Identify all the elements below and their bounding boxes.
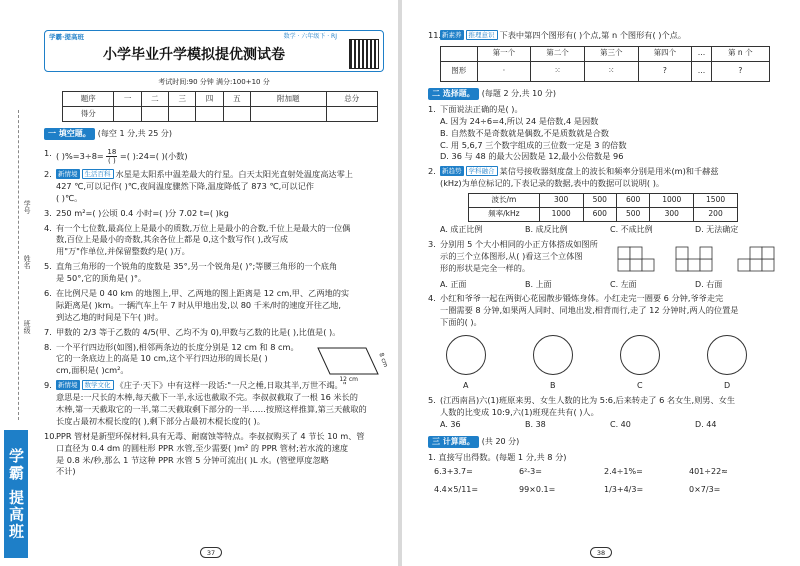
option[interactable]: C	[637, 381, 643, 391]
option[interactable]: B	[550, 381, 556, 391]
option[interactable]: A. 36	[440, 419, 461, 429]
score-header-cell: 附加题	[250, 92, 326, 107]
score-cell[interactable]	[326, 107, 377, 122]
brand-label: 学霸·提高班	[49, 33, 84, 41]
header-box	[44, 30, 384, 72]
section-note: (共 20 分)	[481, 436, 520, 446]
section-label: 一 填空题。	[44, 128, 95, 140]
section-note: (每题 2 分,共 10 分)	[481, 88, 557, 98]
calc-item[interactable]: 4.4×5/11=	[434, 484, 479, 494]
calc-item[interactable]: 1/3+4/3=	[604, 484, 644, 494]
c5-options	[440, 419, 784, 431]
tag-new-trend: 新趋势	[442, 167, 462, 176]
left-content	[44, 128, 390, 478]
score-header-cell: 三	[169, 92, 196, 107]
calc-item[interactable]: 2.4÷1%=	[604, 466, 643, 476]
score-header-cell: 五	[223, 92, 250, 107]
pattern-cell: …	[692, 61, 711, 81]
calc-item[interactable]: 99×0.1=	[519, 484, 556, 494]
option[interactable]: D	[724, 381, 731, 391]
question-8: 8. 一个平行四边形(如图),相邻两条边的长度分别是 12 cm 和 8 cm。 它的一条底边上的高是 10 cm,这个平行四边形的周长是( ) cm,面积是( )cm²。 12 cm 8 cm	[44, 341, 390, 383]
side-strip	[0, 0, 34, 566]
score-row-label: 得分	[63, 107, 114, 122]
option[interactable]: C. 不成比例	[610, 225, 653, 235]
calc-row-2	[434, 484, 784, 498]
calc-row-1	[434, 466, 784, 480]
choice-3: 3. 分别用 5 个大小相同的小正方体搭成如图所 示的三个立体图形,从( )看这三个立体图 形的形状是完全一样的。 A. 正面 B. 上面 C. 左面 D. 右面	[428, 239, 784, 291]
track-circle-c	[620, 335, 660, 375]
option[interactable]: B. 38	[525, 419, 546, 429]
score-cell[interactable]	[141, 107, 168, 122]
question-7: 7. 甲数的 2/3 等于乙数的 4/5(甲、乙均不为 0),甲数与乙数的比是( ),比值是( )。	[44, 326, 341, 337]
section-label: 三 计算题。	[428, 436, 479, 448]
section-label: 二 选择题。	[428, 88, 479, 100]
left-page	[0, 0, 398, 566]
score-cell[interactable]	[223, 107, 250, 122]
score-header-cell: 一	[114, 92, 141, 107]
score-header-cell: 二	[141, 92, 168, 107]
section-note: (每空 1 分,共 25 分)	[97, 129, 173, 138]
cut-line	[18, 110, 19, 420]
q1-text: ( )%=3÷8=	[56, 151, 104, 161]
calc-item[interactable]: 6.3+3.7=	[434, 466, 473, 476]
tag-new-context: 新情境	[58, 381, 78, 390]
score-cell[interactable]	[169, 107, 196, 122]
track-circle-a	[446, 335, 486, 375]
side-label-class: 班级	[23, 320, 32, 334]
subject-label: 数学 · 六年级下 · RJ	[283, 33, 337, 40]
calc-item[interactable]: 0×7/3=	[689, 484, 721, 494]
option[interactable]: D. 44	[695, 419, 717, 429]
calc-title: 1. 直接写出得数。(每题 1 分,共 8 分)	[428, 451, 567, 462]
score-cell[interactable]	[250, 107, 326, 122]
right-content	[428, 30, 784, 498]
track-circle-b	[533, 335, 573, 375]
side-brand: 学霸 提高班	[4, 430, 28, 558]
page-title: 小学毕业升学模拟提优测试卷	[103, 47, 285, 63]
cube-figures	[614, 239, 782, 279]
q1-fraction: $\frac{18}{( )}$	[107, 148, 117, 165]
question-11: 11. 新素养 推理意识 下表中第四个图形有( )个点,第 n 个图形有( )个点。 第一个 第二个 第三个 第四个 … 第 n 个 图形 · ⁙ ⁙ ? … ?	[428, 30, 784, 82]
side-label-id: 学号	[23, 200, 32, 214]
question-5: 5. 直角三角形的一个锐角的度数是 35°,另一个锐角是( )°;等腰三角形的一个底角 是 50°,它的顶角是( )°。	[44, 261, 338, 284]
pattern-cell: ⁙	[531, 61, 585, 81]
tag-topic: 生活百科	[82, 169, 114, 179]
side-label-name: 姓名	[23, 255, 32, 269]
right-page	[402, 0, 800, 566]
choice-2: 2. 新趋势 学科融合 某信号接收器刻度盘上的波长和频率分别是用米(m)和千赫兹 (kHz)为单位标记的,下表记录的数据,表中的数据可以说明( )。 波长/m 300 500 600 1000 1500 频率/kHz 1000 600 500 300 200 A. 成正比例 B. 成反比例 C. 不成比例 D. 无法确定	[428, 166, 784, 237]
tag-topic: 学科融合	[466, 166, 498, 176]
tag-new-context: 新情境	[58, 170, 78, 178]
choice-1: 1. 下面说法正确的是( )。 A. 因为 24÷6=4,所以 24 是倍数,4 是因数 B. 自然数不是奇数就是偶数,不是质数就是合数 C. 用 5,6,7 三个数字组成的三位数一定是 3 的倍数 D. 36 与 48 的最大公因数是 12,最小公倍数是 96	[428, 104, 784, 163]
choice-5: 5. (江西南昌)六(1)班原来男、女生人数的比为 5:6,后来转走了 6 名女生,则男、女生 人数的比变成 10:9,六(1)班现在共有( )人。 A. 36 B. 38 C. 40 D. 44	[428, 395, 784, 431]
tag-topic: 推理意识	[466, 30, 498, 40]
option[interactable]: A	[463, 381, 469, 391]
question-10: 10. PPR 管材是新型环保材料,具有无毒、耐腐蚀等特点。李叔叔购买了 4 节长 10 m、管 口直径为 0.4 dm 的圆柱形 PPR 水管,至少需要( )m² 的 PPR 管材;若水流的速度 是 0.8 米/秒,那么 1 节这种 PPR 水管 5 分钟可流出( )L 水。(管壁厚度忽略 不计)	[44, 430, 365, 477]
section-choice	[428, 88, 784, 102]
option[interactable]: B. 自然数不是奇数就是偶数,不是质数就是合数	[440, 127, 609, 138]
wave-table: 波长/m 300 500 600 1000 1500 频率/kHz 1000 600 500 300 200	[468, 193, 738, 222]
score-cell[interactable]	[196, 107, 223, 122]
question-1: 1. ( )%=3÷8= $\frac{18}{( )}$ =( ):24=( )(小数)	[44, 148, 188, 165]
score-header-cell: 题序	[63, 92, 114, 107]
figure-label-12: 12 cm	[339, 375, 358, 383]
pattern-table: 第一个 第二个 第三个 第四个 … 第 n 个 图形 · ⁙ ⁙ ? … ?	[440, 46, 770, 82]
option[interactable]: D. 36 与 48 的最大公因数是 12,最小公倍数是 96	[440, 151, 624, 162]
question-6: 6. 在比例尺是 0 40 km 的地图上,甲、乙两地的图上距离是 12 cm,甲、乙两地的实 际距离是( )km。一辆汽车上午 7 时从甲地出发,以 80 千米/时的速度开往乙地, 到达乙地的时间是下午( )时。	[44, 288, 350, 322]
choice-4: 4. 小红和爷爷一起在两街心花园散步锻炼身体。小红走完一圈要 6 分钟,爷爷走完 一圈需要 8 分钟,如果两人同时、同地出发,相背而行,走了 12 分钟时,两人的位置是 下面的( )。 A B C D	[428, 293, 784, 393]
option[interactable]: C. 用 5,6,7 三个数字组成的三位数一定是 3 的倍数	[440, 139, 627, 150]
section-calc	[428, 436, 784, 450]
option[interactable]: B. 上面	[525, 280, 552, 290]
option[interactable]: A. 成正比例	[440, 225, 483, 235]
q1-rest: =( ):24=( )(小数)	[119, 151, 188, 161]
exam-info: 考试时间:90 分钟 满分:100+10 分	[158, 78, 270, 86]
question-4: 4. 有一个七位数,最高位上是最小的质数,万位上是最小的合数,千位上是最大的一位偶 数,百位上是最小的奇数,其余各位上都是 0,这个数写作( ),改写成 用"万"作单位,并保留整数约是( )万。	[44, 222, 351, 257]
option[interactable]: C. 40	[610, 419, 631, 429]
c3-options	[440, 279, 780, 291]
score-header-cell: 总分	[326, 92, 377, 107]
pattern-cell: ?	[638, 61, 692, 81]
calc-item[interactable]: 6²-3=	[519, 466, 542, 476]
option[interactable]: D. 无法确定	[695, 225, 739, 235]
question-9: 9. 新情境 数学文化 《庄子·天下》中有这样一段话:"一尺之棰,日取其半,万世不竭。" 意思是:一尺长的木棒,每天截下一半,永远也截取不完。李叔叔截取了一根 16 米长的 木棒,第一天截取它的一半,第二天截取剩下部分的一半……按照这样推算,第三天截取的 长度占最初木棍长度的( ),剩下部分占最初木棍长度的( )。	[44, 380, 367, 426]
option[interactable]: A. 正面	[440, 280, 467, 290]
page-number: 37	[200, 547, 222, 558]
score-table	[62, 91, 378, 122]
option[interactable]: A. 因为 24÷6=4,所以 24 是倍数,4 是因数	[440, 115, 599, 126]
pattern-cell: ⁙	[584, 61, 638, 81]
score-header-cell: 四	[196, 92, 223, 107]
qr-code	[349, 39, 379, 69]
question-2: 2. 新情境 生活百科 水星是太阳系中温差最大的行星。白天太阳光直射处温度高达零上 427 ℃,可以记作( )℃,夜间温度骤然下降,温度降低了 873 ℃,可以记作 ( )℃。	[44, 169, 353, 203]
c2-options	[440, 224, 784, 237]
track-circle-d	[707, 335, 747, 375]
option[interactable]: D. 右面	[695, 280, 723, 290]
question-3: 3. 250 m²=( )公顷 0.4 小时=( )分 7.02 t=( )kg	[44, 207, 229, 218]
page-number: 38	[590, 547, 612, 558]
tag-topic: 数学文化	[82, 380, 114, 390]
calc-item[interactable]: 401÷22≈	[689, 466, 728, 476]
pattern-cell: ?	[711, 61, 769, 81]
option[interactable]: C. 左面	[610, 280, 637, 290]
parallelogram-figure	[316, 344, 380, 378]
pattern-cell: ·	[477, 61, 531, 81]
tag-new-literacy: 新素养	[442, 31, 462, 39]
option[interactable]: B. 成反比例	[525, 225, 568, 235]
section-fill-blank	[44, 128, 384, 142]
figure-label-8: 8 cm	[377, 351, 390, 368]
score-cell[interactable]	[114, 107, 141, 122]
